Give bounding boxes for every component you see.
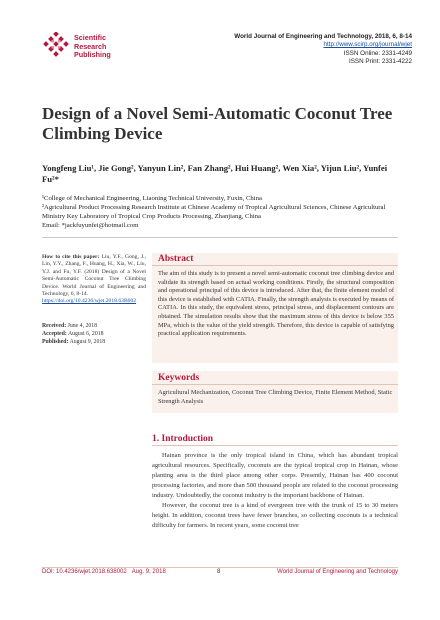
paper-title: Design of a Novel Semi-Automatic Coconut Tree Climbing Device bbox=[42, 104, 393, 143]
publisher-line1: Scientific bbox=[74, 33, 106, 42]
abstract-rule bbox=[152, 265, 398, 266]
footer-journal-name: World Journal of Engineering and Technology bbox=[277, 569, 398, 575]
journal-citation-line: World Journal of Engineering and Technology, 2018, 6, 8-14 bbox=[234, 33, 412, 40]
publisher-line2: Research bbox=[74, 41, 107, 51]
footer-rule bbox=[42, 567, 398, 568]
abstract-text: The aim of this study is to present a novel semi-automatic coconut tree climbing device and validate its strength based on actual working conditions. Firstly, the structural composition and operational principal of this device is introduced. After that, the finite element model of this device is established with CATIA. Finally, the strength analysis is executed by means of CATIA. In this study, the equivalent stress, principal stress, and displacement contours are obtained. The simulation results show that the maximum stress of this device is below 355 MPa, which is the value of the yield strength. Therefore, this device is capable of satisfying practical application requirements. bbox=[158, 270, 394, 338]
keywords-heading: Keywords bbox=[158, 373, 200, 383]
introduction-rule bbox=[152, 445, 398, 446]
article-dates bbox=[42, 322, 146, 346]
page-number: 8 bbox=[217, 569, 221, 575]
accepted-date: Accepted: August 6, 2018 bbox=[42, 331, 104, 337]
citation-block bbox=[42, 254, 146, 306]
keywords-rule bbox=[152, 384, 398, 385]
contact-email: Email: *jackfuyunfei@hotmail.com bbox=[42, 222, 139, 229]
received-date: Received: June 4, 2018 bbox=[42, 323, 98, 329]
keywords-text: Agricultural Mechanization, Coconut Tree Climbing Device, Finite Element Method, Static Strength Analysis bbox=[158, 389, 393, 405]
scirp-logo-icon bbox=[42, 32, 70, 60]
footer-doi-date: DOI: 10.4236/wjet.2018.638002 Aug. 9, 2018 bbox=[42, 569, 166, 575]
publisher-line3: Publishing bbox=[74, 50, 111, 59]
abstract-heading: Abstract bbox=[158, 254, 194, 264]
citation-text: Liu, Y.F., Gong, J., Lin, Y.Y., Zhang, F., Huang, H., Xia, W., Liu, Y.J. and Fu, Y.F. (2018) Design of a Novel Semi-Automatic Coconut Tree Climbing Device. World Journal of Engineering and Technology, 6, 8-14. bbox=[42, 254, 146, 298]
introduction-body bbox=[152, 451, 398, 531]
affiliations bbox=[42, 194, 402, 230]
affiliation-1: ¹College of Mechanical Engineering, Liaoning Technical University, Fuxin, China bbox=[42, 195, 262, 202]
header-divider bbox=[42, 237, 398, 238]
journal-url-link[interactable]: http://www.scirp.org/journal/wjet bbox=[323, 41, 412, 49]
intro-paragraph-2: However, the coconut tree is a kind of evergreen tree with the trunk of 15 to 30 meters height. In addition, coconut trees have fewer branches, so collecting coconuts is a technical difficulty for farmers. In recent years, some coconut tree bbox=[152, 502, 398, 529]
affiliation-2: ²Agricultural Product Processing Research Institute at Chinese Academy of Tropical Agricultural Sciences, Chinese Agricultural Ministry Key Laboratory of Tropical Crop Products Processing, Zhanjiang, China bbox=[42, 204, 386, 220]
issn-online: ISSN Online: 2331-4249 bbox=[343, 49, 412, 57]
published-date: Published: August 9, 2018 bbox=[42, 339, 106, 345]
citation-label: How to cite this paper: bbox=[42, 254, 100, 260]
page-footer bbox=[42, 569, 398, 579]
publisher-name bbox=[74, 34, 111, 60]
citation-doi-link[interactable]: https://doi.org/10.4236/wjet.2018.63B002 bbox=[42, 298, 137, 305]
issn-print: ISSN Print: 2331-4222 bbox=[348, 58, 412, 66]
publisher-logo bbox=[42, 32, 150, 66]
introduction-heading: 1. Introduction bbox=[152, 434, 214, 444]
journal-header bbox=[192, 33, 412, 67]
intro-paragraph-1: Hainan province is the only tropical island in China, which has abundant tropical agricultural resources. Specifically, coconuts are the typical tropical crop in Hainan, whose planting area is the third place among other corps. Presently, Hainan has 400 coconut processing factories, and more than 500 thousand people are related to the coconut processing industry. Undoubtedly, the coconut industry is the important backbone of Hainan. bbox=[152, 452, 398, 499]
author-list: Yongfeng Liu¹, Jie Gong², Yanyun Lin², Fan Zhang², Hui Huang², Wen Xia², Yijun Liu², Yunfei Fu²* bbox=[42, 163, 388, 184]
